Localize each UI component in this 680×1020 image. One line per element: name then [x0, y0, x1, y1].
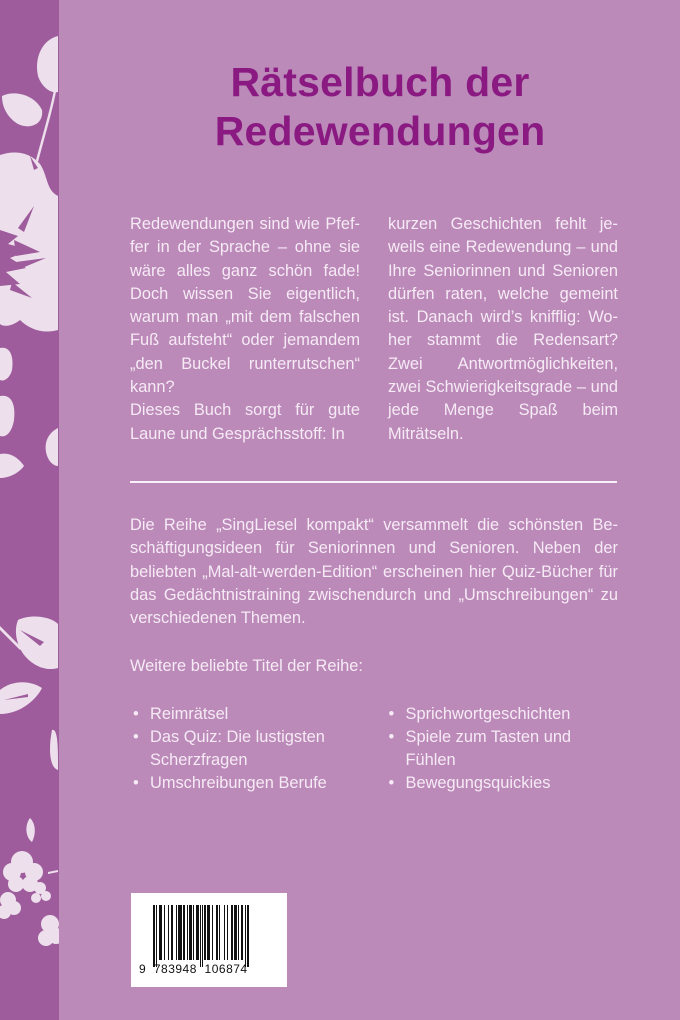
book-title [120, 58, 640, 156]
title-line-1: Rätselbuch der [230, 59, 530, 105]
series-titles-right [386, 703, 618, 795]
blurb-paragraph: Dieses Buch sorgt für gute Laune und Gesprächsstoff: In [130, 401, 360, 443]
bullet-icon: • [133, 705, 139, 723]
list-item: • Reimrätsel [130, 703, 386, 726]
series-titles [130, 703, 618, 795]
more-titles-label: Weitere beliebte Titel der Reihe: [130, 657, 363, 675]
blurb-columns [130, 213, 618, 446]
barcode-icon [153, 905, 268, 967]
series-description: Die Reihe „SingLiesel kompakt“ versammelt die schönsten Beschäftigungsideen für Seniorinnen und Senioren. Neben der beliebten „Mal-alt-werden-Edition“ erscheinen hier Quiz-Bücher für das Gedächtnistraining zwischendurch und „Umschreibungen“ zu verschiedenen Themen. [130, 516, 618, 628]
blurb-column-right [388, 213, 618, 446]
series-titles-left [130, 703, 386, 795]
list-item: • Das Quiz: Die lustigsten Scherzfragen [133, 728, 325, 769]
bullet-icon: • [388, 774, 395, 792]
bullet-icon: • [133, 728, 139, 746]
list-item: • Umschreibungen Berufe [130, 772, 386, 795]
list-item: • Sprichwortgeschichten [386, 703, 618, 726]
blurb-paragraph: Redewendungen sind wie Pfeffer in der Sprache – ohne sie wäre alles ganz schön fade! Doch wissen Sie eigentlich, warum man „mit dem falschen Fuß aufsteht“ oder jemandem „den Buckel runterrutschen“ kann? [130, 215, 360, 397]
isbn-number: 9 783948 106874 [139, 962, 248, 976]
floral-strip [0, 0, 59, 1020]
bullet-icon: • [388, 705, 395, 723]
bullet-icon: • [388, 728, 395, 746]
isbn-barcode [131, 893, 287, 987]
bullet-icon: • [133, 774, 139, 792]
floral-pattern-icon [0, 0, 59, 1020]
section-divider [130, 481, 617, 483]
blurb-paragraph: kurzen Geschichten fehlt jeweils eine Redewendung – und Ihre Seniorinnen und Senioren dürfen raten, welche gemeint ist. Danach wird’s knifflig: Woher stammt die Redensart? Zwei Antwortmöglichkeiten, zwei Schwierigkeitsgrade – und jede Menge Spaß beim Miträtseln. [388, 215, 618, 443]
list-item: • Spiele zum Tasten und Fühlen [388, 728, 572, 769]
blurb-column-left [130, 213, 360, 446]
list-item: • Bewegungsquickies [386, 772, 618, 795]
title-line-2: Redewendungen [214, 108, 546, 154]
